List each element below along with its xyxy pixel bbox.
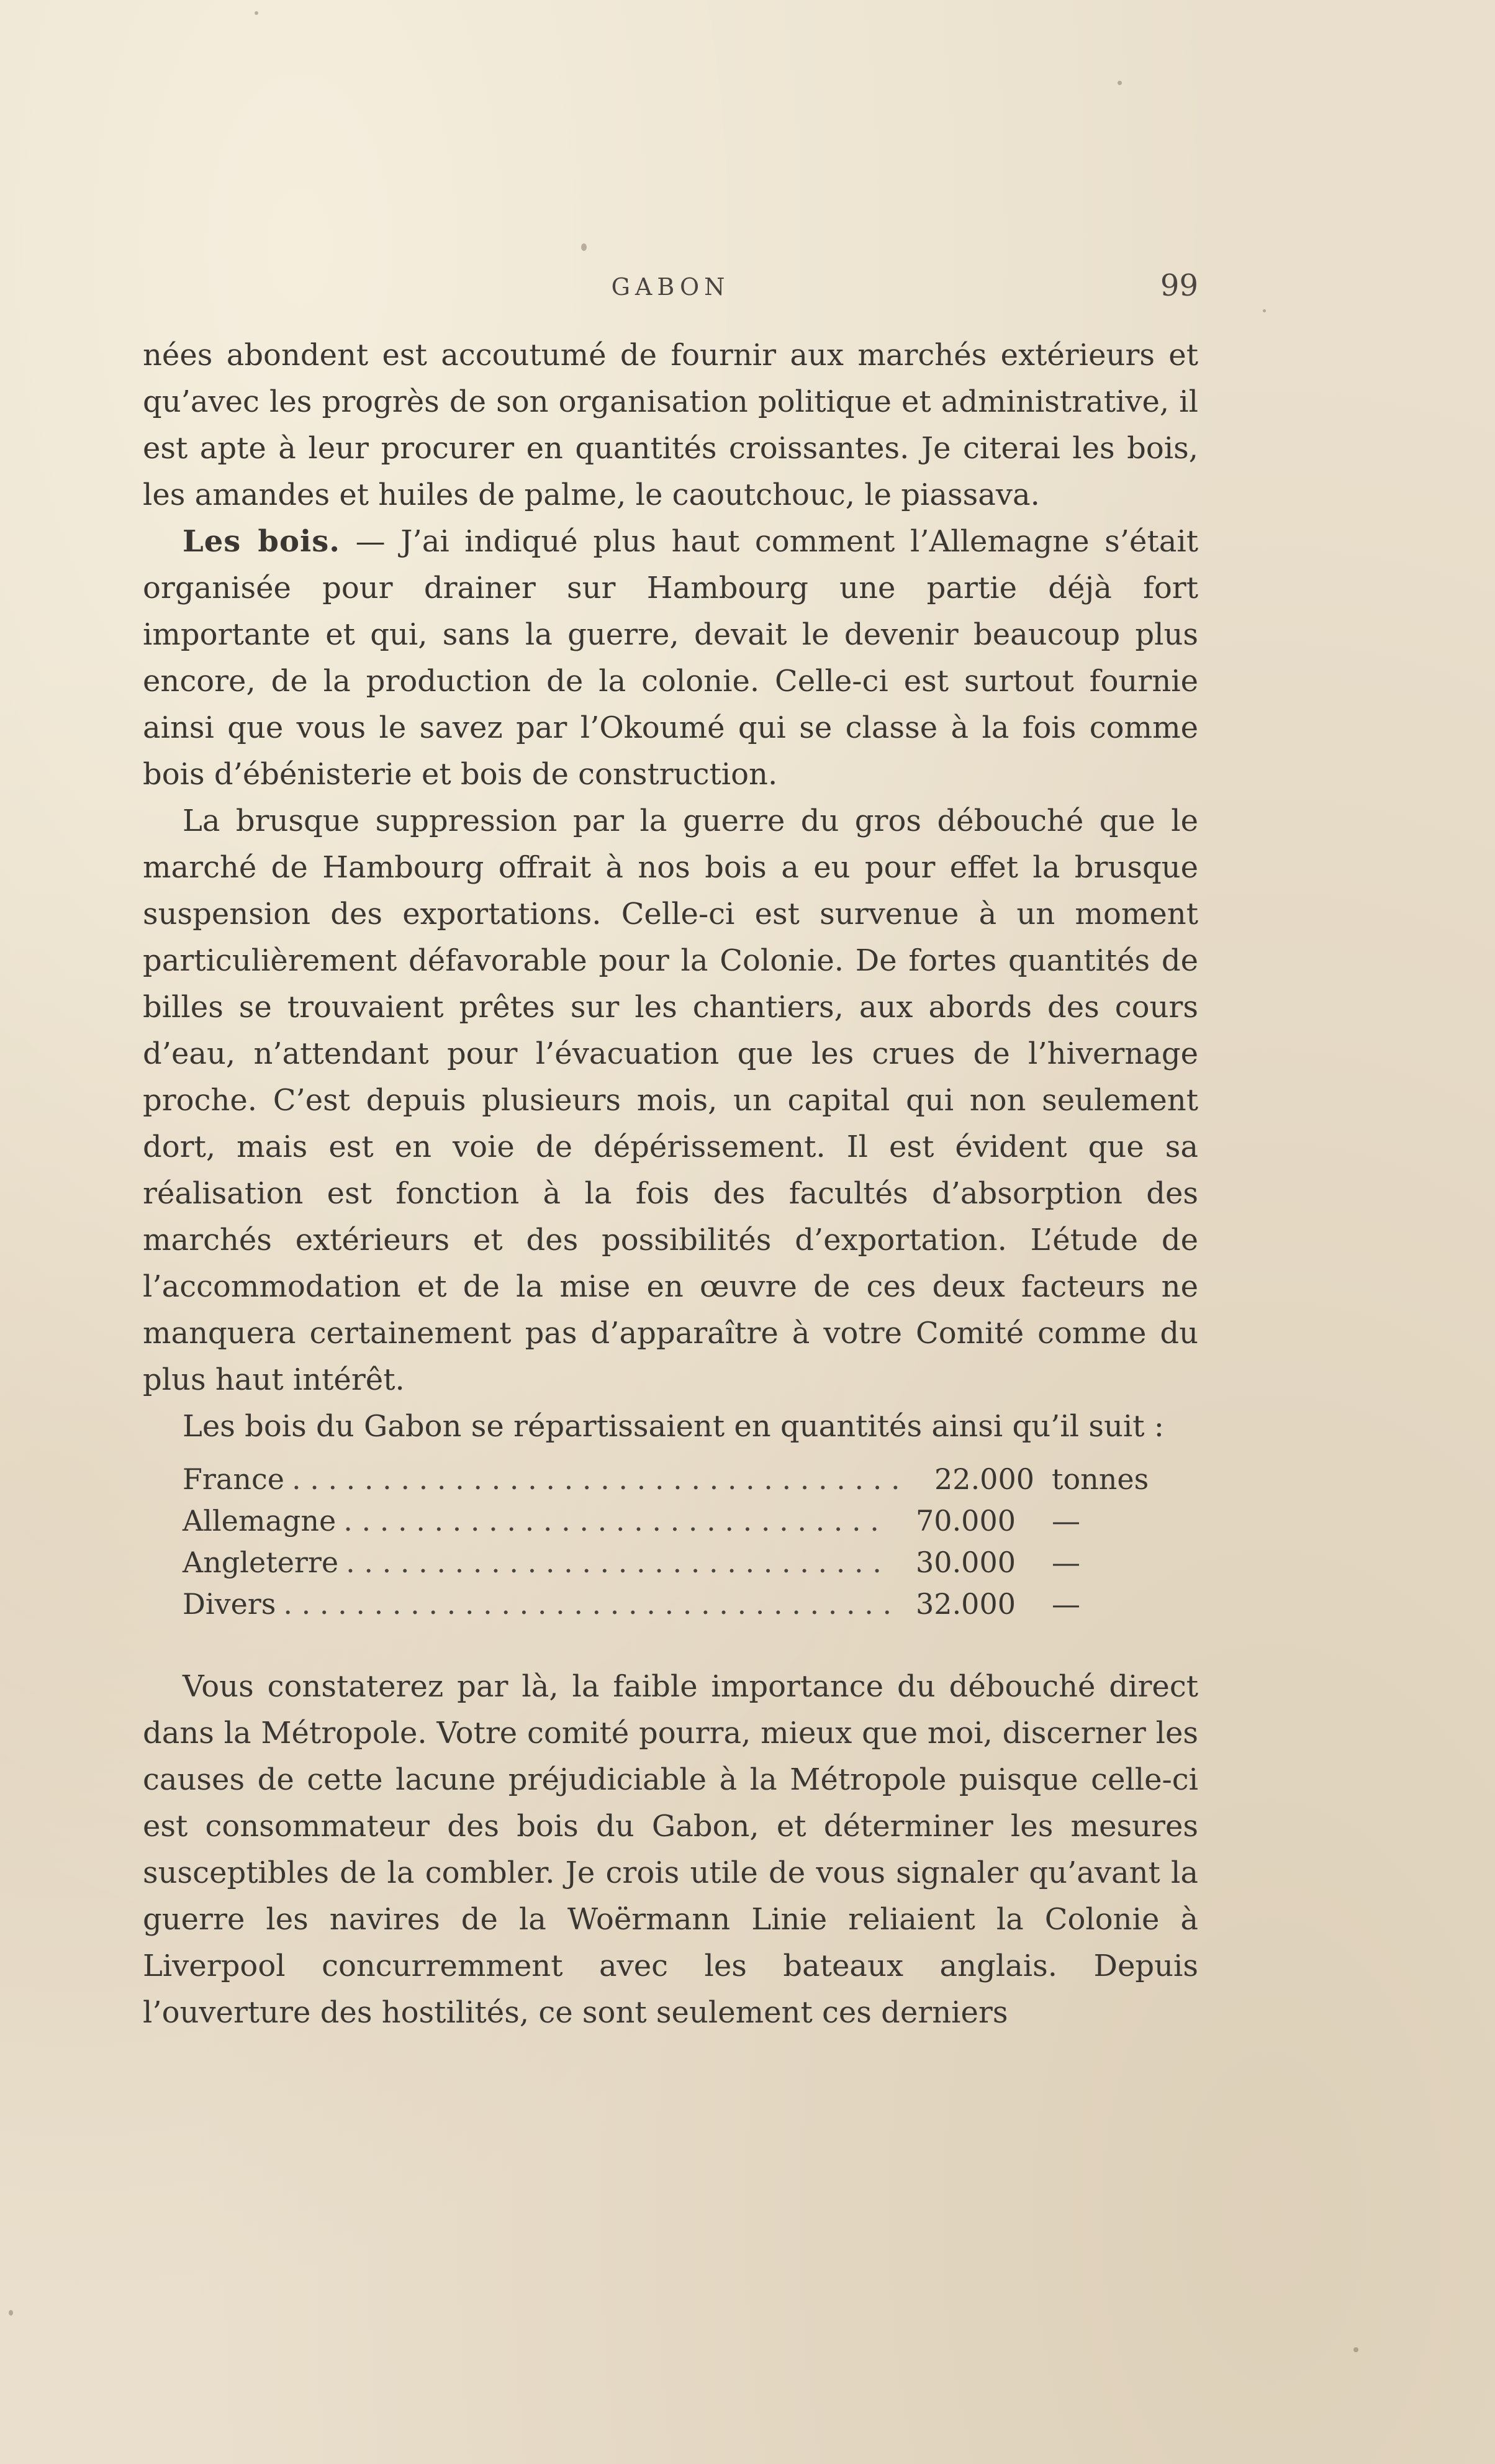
table-value: 22.000: [934, 1462, 1034, 1496]
paper-speck: [9, 2310, 13, 2316]
table-value: 32.000: [916, 1587, 1016, 1621]
table-value: 70.000: [916, 1504, 1016, 1538]
table-value: 30.000: [916, 1546, 1016, 1579]
paper-speck: [1353, 2347, 1358, 2352]
dot-leader: [343, 1500, 890, 1542]
page-number: 99: [1160, 268, 1198, 303]
dot-leader: [292, 1459, 909, 1500]
paper-speck: [581, 243, 587, 251]
table-country: France: [183, 1462, 284, 1496]
table-country: Angleterre: [183, 1546, 339, 1579]
table-unit: —: [1052, 1546, 1080, 1579]
table-unit: —: [1052, 1587, 1080, 1621]
table-row: [183, 1542, 1176, 1583]
running-title: GABON: [611, 273, 730, 301]
table-unit: —: [1052, 1504, 1080, 1538]
table-country: Divers: [183, 1587, 276, 1621]
paper-speck: [255, 11, 258, 15]
page-header: [143, 268, 1198, 310]
body-text: [143, 332, 1198, 2036]
paragraph-metropole: Vous constaterez par là, la faible importance du débouché direct dans la Métropole. Votre comité pourra, mieux que moi, discerner les causes de cette lacune préjudiciable à la Métropole puisque celle-ci est consommateur des bois du Gabon, et déterminer les mesures susceptibles de la combler. Je crois utile de vous signaler qu’avant la guerre les navires de la Woërmann Linie reliaient la Colonie à Liverpool concurremment avec les bateaux anglais. Depuis l’ouverture des hostilités, ce sont seulement ces derniers: [143, 1669, 1198, 2030]
section-heading-les-bois: Les bois.: [183, 524, 340, 559]
wood-distribution-table: [183, 1459, 1176, 1625]
table-unit: tonnes: [1052, 1462, 1149, 1496]
table-country: Allemagne: [183, 1504, 336, 1538]
dot-leader: [346, 1542, 890, 1583]
paragraph-les-bois-body: — J’ai indiqué plus haut comment l’Allemagne s’était organisée pour drainer sur Hambourg une partie déjà fort importante et qui, sans la guerre, devait le devenir beaucoup plus encore, de la production de la colonie. Celle-ci est surtout fournie ainsi que vous le savez par l’Okoumé qui se classe à la fois comme bois d’ébénisterie et bois de construction.: [143, 524, 1199, 792]
dot-leader: [283, 1583, 890, 1625]
table-row: [183, 1500, 1176, 1542]
paragraph-suppression: La brusque suppression par la guerre du gros débouché que le marché de Hambourg offrait à nos bois a eu pour effet la brusque suspension des exportations. Celle-ci est survenue à un moment particulièrement défavorable pour la Colonie. De fortes quantités de billes se trouvaient prêtes sur les chantiers, aux abords des cours d’eau, n’attendant pour l’évacuation que les crues de l’hivernage proche. C’est depuis plusieurs mois, un capital qui non seulement dort, mais est en voie de dépérissement. Il est évident que sa réalisation est fonction à la fois des facultés d’absorption des marchés extérieurs et des possibilités d’exportation. L’étude de l’accommodation et de la mise en œuvre de ces deux facteurs ne manquera certainement pas d’apparaître à votre Comité comme du plus haut intérêt.: [143, 804, 1198, 1397]
paper-speck: [1118, 81, 1122, 85]
paragraph-continuation: nées abondent est accoutumé de fournir aux marchés extérieurs et qu’avec les progrès de son organisation politique et administrative, il est apte à leur procurer en quantités croissantes. Je citerai les bois, les amandes et huiles de palme, le caoutchouc, le piassava.: [143, 338, 1198, 512]
paragraph-les-bois: [143, 519, 1198, 798]
table-row: [183, 1583, 1176, 1625]
paragraph-table-intro: Les bois du Gabon se répartissaient en quantités ainsi qu’il suit :: [183, 1409, 1164, 1444]
table-row: [183, 1459, 1176, 1500]
paper-speck: [1263, 309, 1266, 312]
